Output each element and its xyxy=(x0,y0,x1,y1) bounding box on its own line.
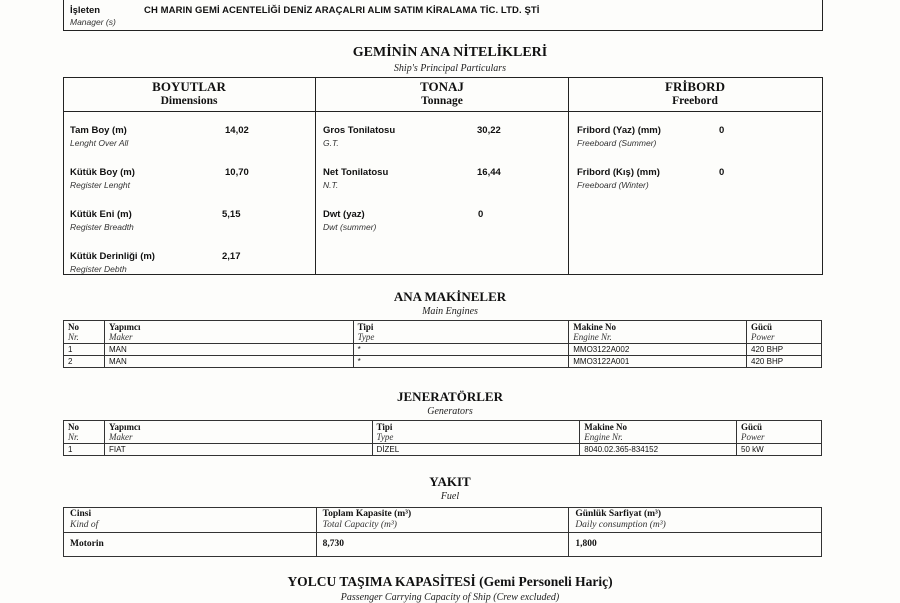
fuel-col-kind: Cinsi Kind of xyxy=(64,508,317,533)
engines-col-maker: Yapımcı Maker xyxy=(104,321,353,344)
passengers-title: YOLCU TAŞIMA KAPASİTESİ (Gemi Personeli Hariç) xyxy=(287,574,613,589)
fuel-col-capacity: Toplam Kapasite (m³) Total Capacity (m³) xyxy=(316,508,569,533)
generators-subtitle: Generators xyxy=(427,406,473,417)
generators-table xyxy=(63,420,822,456)
dim-label: Kütük Derinliği (m) xyxy=(70,251,155,262)
fuel-table xyxy=(63,507,822,557)
table-row: 1 MAN * MMO3122A002 420 BHP xyxy=(64,344,822,356)
dim-label: Kütük Boy (m) xyxy=(70,167,135,178)
ton-label: Net Tonilatosu xyxy=(323,167,389,178)
ton-label-en: N.T. xyxy=(323,180,339,190)
fb-label-en: Freeboard (Winter) xyxy=(577,180,649,190)
dim-label-en: Register Lenght xyxy=(70,180,131,190)
dim-label-en: Register Breadth xyxy=(70,222,134,232)
passengers-subtitle: Passenger Carrying Capacity of Ship (Crew excluded) xyxy=(340,592,560,603)
dim-value: 10,70 xyxy=(225,167,249,178)
ton-label: Gros Tonilatosu xyxy=(323,125,396,136)
engines-table xyxy=(63,320,822,368)
dim-label-en: Lenght Over All xyxy=(70,138,129,148)
table-row: 1 FIAT DİZEL 8040.02.365-834152 50 kW xyxy=(64,444,822,456)
ton-label-en: G.T. xyxy=(323,138,339,148)
manager-value: CH MARIN GEMİ ACENTELİĞİ DENİZ ARAÇALRI ALIM SATIM KİRALAMA TİC. LTD. ŞTİ xyxy=(144,5,540,16)
dimensions-subtitle: Dimensions xyxy=(160,95,218,107)
dim-label-en: Register Debth xyxy=(70,264,127,274)
dim-value: 2,17 xyxy=(222,251,241,262)
tonnage-subtitle: Tonnage xyxy=(421,95,463,107)
fb-label: Fribord (Kış) (mm) xyxy=(577,167,660,178)
ton-value: 0 xyxy=(478,209,484,220)
engines-title: ANA MAKİNELER xyxy=(393,289,507,304)
generators-col-maker: Yapımcı Maker xyxy=(104,421,372,444)
engines-col-engine-no: Makine No Engine Nr. xyxy=(569,321,747,344)
principal-header-divider xyxy=(63,111,821,112)
dim-value: 14,02 xyxy=(225,125,249,136)
fb-value: 0 xyxy=(719,167,725,178)
ton-value: 16,44 xyxy=(477,167,501,178)
fb-label-en: Freeboard (Summer) xyxy=(577,138,657,148)
fb-label: Fribord (Yaz) (mm) xyxy=(577,125,661,136)
ton-label-en: Dwt (summer) xyxy=(323,222,377,232)
dim-label: Kütük Eni (m) xyxy=(70,209,132,220)
table-row: 2 MAN * MMO3122A001 420 BHP xyxy=(64,356,822,368)
ton-value: 30,22 xyxy=(477,125,501,136)
generators-header-row xyxy=(64,421,822,444)
principal-title: GEMİNİN ANA NİTELİKLERİ xyxy=(352,45,548,60)
generators-col-type: Tipi Type xyxy=(372,421,580,444)
generators-col-power: Gücü Power xyxy=(737,421,822,444)
engines-col-type: Tipi Type xyxy=(353,321,569,344)
principal-subtitle: Ship's Principal Particulars xyxy=(393,63,507,74)
generators-col-engine-no: Makine No Engine Nr. xyxy=(580,421,737,444)
freeboard-title: FRİBORD xyxy=(665,79,725,94)
tonnage-title: TONAJ xyxy=(420,79,464,94)
dim-label: Tam Boy (m) xyxy=(70,125,127,136)
fuel-title: YAKIT xyxy=(429,474,471,489)
ton-label: Dwt (yaz) xyxy=(323,209,365,220)
engines-subtitle: Main Engines xyxy=(422,306,478,317)
engines-col-power: Gücü Power xyxy=(747,321,822,344)
table-row: Motorin 8,730 1,800 xyxy=(64,533,822,557)
engines-col-no: No Nr. xyxy=(64,321,105,344)
generators-col-no: No Nr. xyxy=(64,421,105,444)
fuel-header-row xyxy=(64,508,822,533)
manager-label: İşleten xyxy=(70,5,101,16)
fb-value: 0 xyxy=(719,125,725,136)
dim-value: 5,15 xyxy=(222,209,241,220)
engines-header-row xyxy=(64,321,822,344)
fuel-col-consumption: Günlük Sarfiyat (m³) Daily consumption (m³) xyxy=(569,508,822,533)
manager-label-en: Manager (s) xyxy=(70,17,116,27)
dimensions-title: BOYUTLAR xyxy=(152,79,226,94)
generators-title: JENERATÖRLER xyxy=(397,389,503,404)
fuel-subtitle: Fuel xyxy=(440,491,460,502)
freeboard-subtitle: Freebord xyxy=(672,95,718,107)
